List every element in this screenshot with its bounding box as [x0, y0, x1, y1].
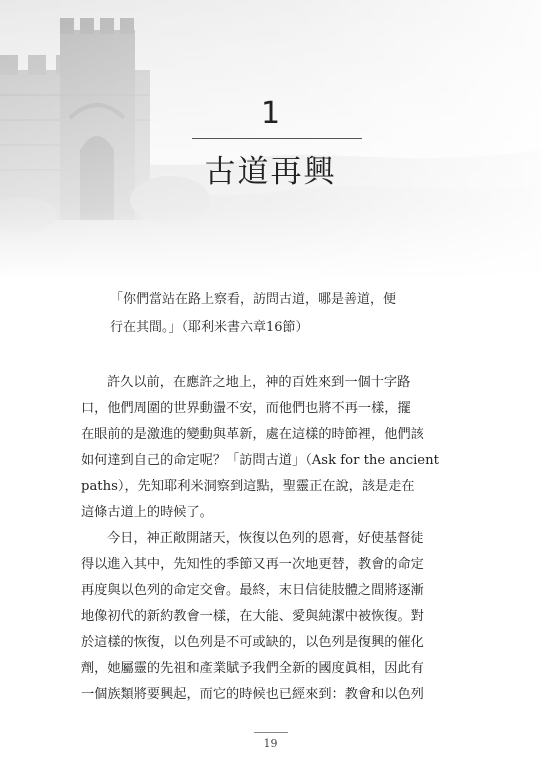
- chapter-title: 古道再興: [204, 154, 337, 190]
- chapter-header-photo: [0, 0, 541, 280]
- text-line: 這條古道上的時候了。: [81, 505, 213, 520]
- page-footer: [0, 732, 541, 750]
- text-line: 一個族類將要興起，而它的時候也已經來到：教會和以色列: [81, 687, 424, 702]
- text-line: 如何達到自己的命定呢？「訪問古道」（Ask for the ancient: [81, 453, 439, 468]
- text-line: 在眼前的是激進的變動與革新，處在這樣的時節裡，他們該: [81, 427, 424, 442]
- paragraph: [81, 526, 468, 708]
- page-number: 19: [263, 737, 278, 750]
- text-line: 於這樣的恢復，以色列是不可或缺的，以色列是復興的催化: [81, 635, 424, 650]
- chapter-number: 1: [260, 96, 281, 131]
- body-text: [81, 370, 468, 708]
- text-line: paths），先知耶利米洞察到這點，聖靈正在說，該是走在: [81, 479, 415, 494]
- text-line: 劑，她屬靈的先祖和產業賦予我們全新的國度眞相，因此有: [81, 661, 424, 676]
- old-city-wall-image: [0, 0, 541, 280]
- epigraph-quote: [110, 286, 455, 342]
- epigraph-line: 行在其間。」（耶利米書六章16節）: [110, 320, 309, 335]
- text-line: 得以進入其中，先知性的季節又再一次地更替，教會的命定: [81, 557, 424, 572]
- epigraph-line: 「你們當站在路上察看，訪問古道，哪是善道，便: [110, 292, 397, 307]
- footer-rule: [254, 732, 288, 733]
- text-line: 今日，神正敞開諸天，恢復以色列的恩膏，好使基督徒: [107, 531, 424, 546]
- text-line: 許久以前，在應許之地上，神的百姓來到一個十字路: [107, 375, 411, 390]
- text-line: 口，他們周圍的世界動盪不安，而他們也將不再一樣，擺: [81, 401, 411, 416]
- chapter-divider: [192, 138, 362, 139]
- paragraph: [81, 370, 468, 526]
- text-line: 再度與以色列的命定交會。最終，末日信徒肢體之間將逐漸: [81, 583, 424, 598]
- text-line: 地像初代的新約教會一樣，在大能、愛與純潔中被恢復。對: [81, 609, 424, 624]
